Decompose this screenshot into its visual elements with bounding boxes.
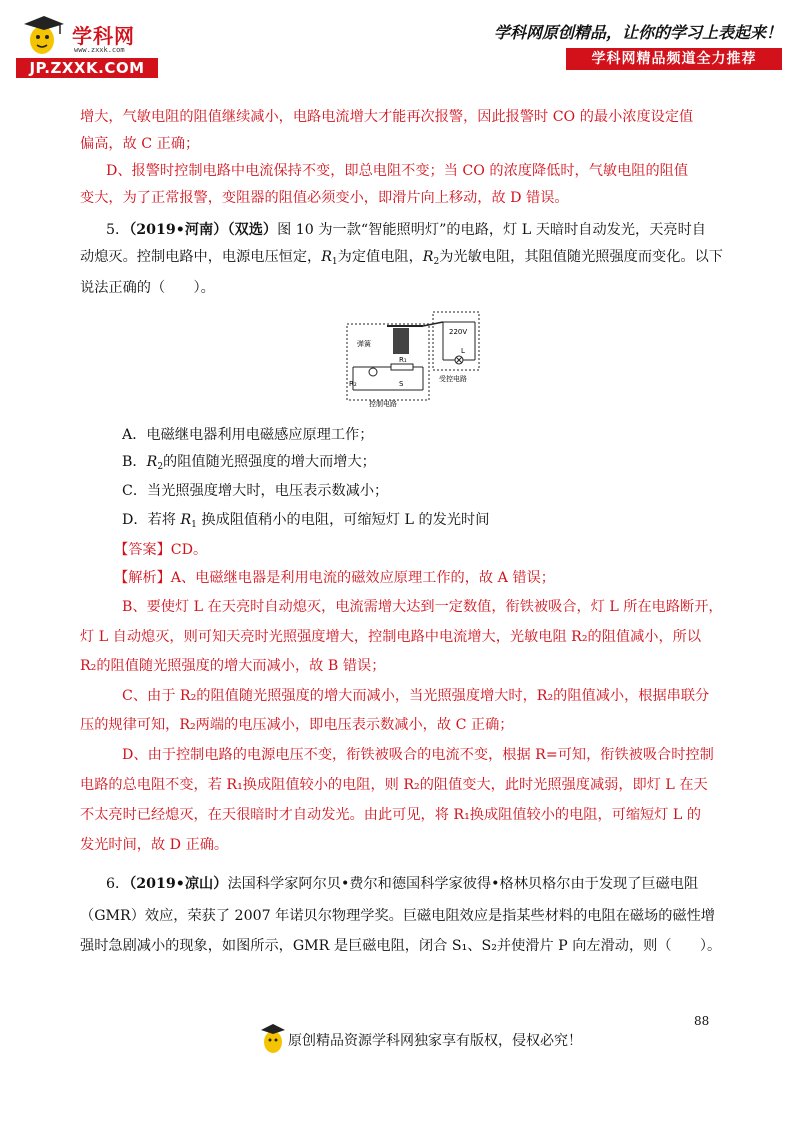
control-circuit-label: 控制电路 [369, 400, 397, 408]
analysis-line: R₂的阻值随光照强度的增大而减小，故 B 错误； [80, 658, 386, 674]
electromagnet-coil [393, 328, 409, 354]
text-line: 变大，为了正常报警，变阻器的阻值必须变小，即滑片向上移动，故 D 错误。 [80, 190, 569, 206]
subscript: 1 [191, 520, 197, 530]
analysis-line: 灯 L 自动熄灭，则可知天亮时光照强度增大，控制电路中电流增大，光敏电阻 R₂的阻值减小，所以 [80, 629, 702, 645]
header-slogan: 学科网原创精品，让你的学习上表起来！ [493, 23, 782, 42]
question-6-line-2: （GMR）效应，荣获了 2007 年诺贝尔物理学奖。巨磁电阻效应是指某些材料的电阻在磁场的磁性增 [80, 908, 715, 924]
symbol-r: R [321, 249, 332, 265]
spring-label: 弹簧 [357, 340, 371, 348]
question-5-line-2 [80, 247, 723, 272]
question-text: 图 10 为一款“智能照明灯”的电路，灯 L 天暗时自动发光，天亮时自 [277, 222, 706, 238]
text-line: 增大，气敏电阻的阻值继续减小，电路电流增大才能再次报警，因此报警时 CO 的最小浓度设定值 [80, 109, 694, 125]
mascot-icon [16, 10, 72, 58]
controlled-circuit-label: 受控电路 [439, 375, 467, 383]
analysis-line: 压的规律可知，R₂两端的电压减小，即电压表示数减小，故 C 正确； [80, 717, 514, 733]
analysis-line: 发光时间，故 D 正确。 [80, 837, 229, 853]
circuit-figure [343, 306, 483, 408]
r2-label: R₂ [349, 380, 357, 388]
r1-resistor [391, 364, 413, 370]
text-span: D．若将 [122, 512, 181, 528]
logo-text: 学科网 [72, 24, 135, 48]
footer-copyright: 原创精品资源学科网独家享有版权，侵权必究！ [288, 1033, 582, 1049]
analysis-line: C、由于 R₂的阻值随光照强度的增大而减小，当光照强度增大时，R₂的阻值减小，根据串联分 [122, 688, 710, 704]
question-5-line-3: 说法正确的（ ）。 [80, 280, 215, 296]
symbol-r: R [422, 249, 434, 265]
text-span: 为定值电阻， [337, 249, 423, 265]
lamp-label: L [461, 347, 465, 355]
text-line: 偏高，故 C 正确； [80, 136, 200, 152]
option-a: A．电磁继电器利用电磁感应原理工作； [122, 427, 374, 443]
question-text: 法国科学家阿尔贝•费尔和德国科学家彼得•格林贝格尔由于发现了巨磁电阻 [227, 876, 699, 892]
question-number: 6． [106, 876, 130, 892]
subscript: 2 [157, 462, 164, 472]
logo-url[interactable]: JP.ZXXK.COM [16, 58, 158, 78]
text-span: 换成阻值稍小的电阻，可缩短灯 L 的发光时间 [196, 512, 490, 528]
analysis-line: 不太亮时已经熄灭，在天很暗时才自动发光。由此可见，将 R₁换成阻值较小的电阻，可缩短灯 L 的 [80, 807, 702, 823]
option-d [122, 510, 489, 535]
voltage-label: 220V [449, 328, 468, 336]
text-span: 动熄灭。控制电路中，电源电压恒定， [80, 249, 322, 265]
r1-label: R₁ [399, 356, 407, 364]
analysis-line: D、由于控制电路的电源电压不变，衔铁被吸合的电流不变，根据 R=可知，衔铁被吸合时控制 [122, 747, 714, 763]
analysis-line: B、要使灯 L 在天亮时自动熄灭，电流需增大达到一定数值，衔铁被吸合，灯 L 所在电路断开， [122, 599, 723, 615]
option-c: C．当光照强度增大时，电压表示数减小； [122, 483, 389, 499]
question-source: （2019•河南）（双选） [129, 222, 278, 238]
text-span: 为光敏电阻，其阻值随光照强度而变化。以下 [439, 249, 723, 265]
symbol-r: R [146, 454, 158, 470]
analysis-line: 电路的总电阻不变，若 R₁换成阻值较小的电阻，则 R₂的阻值变大，此时光照强度减弱，即灯 L 在天 [80, 777, 708, 793]
switch-label: S [399, 380, 404, 388]
control-circuit-box [347, 324, 429, 400]
symbol-r: R [180, 512, 192, 528]
subscript: 1 [331, 257, 338, 267]
question-source: （2019•凉山） [129, 876, 228, 892]
question-5-line-1 [106, 220, 706, 240]
subscript: 2 [433, 257, 440, 267]
page-number: 88 [694, 1014, 710, 1028]
text-span: 的阻值随光照强度的增大而增大； [163, 454, 376, 470]
text-span: B． [122, 454, 147, 470]
answer-line: 【答案】CD。 [114, 542, 208, 558]
site-logo[interactable] [16, 10, 158, 77]
question-number: 5． [106, 222, 130, 238]
header-banner: 学科网精品频道全力推荐 [566, 48, 782, 70]
text-line: D、报警时控制电路中电流保持不变，即总电阻不变；当 CO 的浓度降低时，气敏电阻的阻值 [106, 163, 689, 179]
option-b [122, 452, 376, 477]
logo-subtext: www.zxxk.com [74, 46, 125, 54]
analysis-line: 【解析】A、电磁继电器是利用电流的磁效应原理工作的，故 A 错误； [114, 570, 555, 586]
question-6-line-3: 强时急剧减小的现象，如图所示，GMR 是巨磁电阻，闭合 S₁、S₂并使滑片 P 向左滑动，则（ ）。 [80, 938, 722, 954]
voltmeter-icon [369, 368, 377, 376]
question-6-line-1 [106, 874, 698, 894]
mascot-icon [260, 1020, 286, 1056]
